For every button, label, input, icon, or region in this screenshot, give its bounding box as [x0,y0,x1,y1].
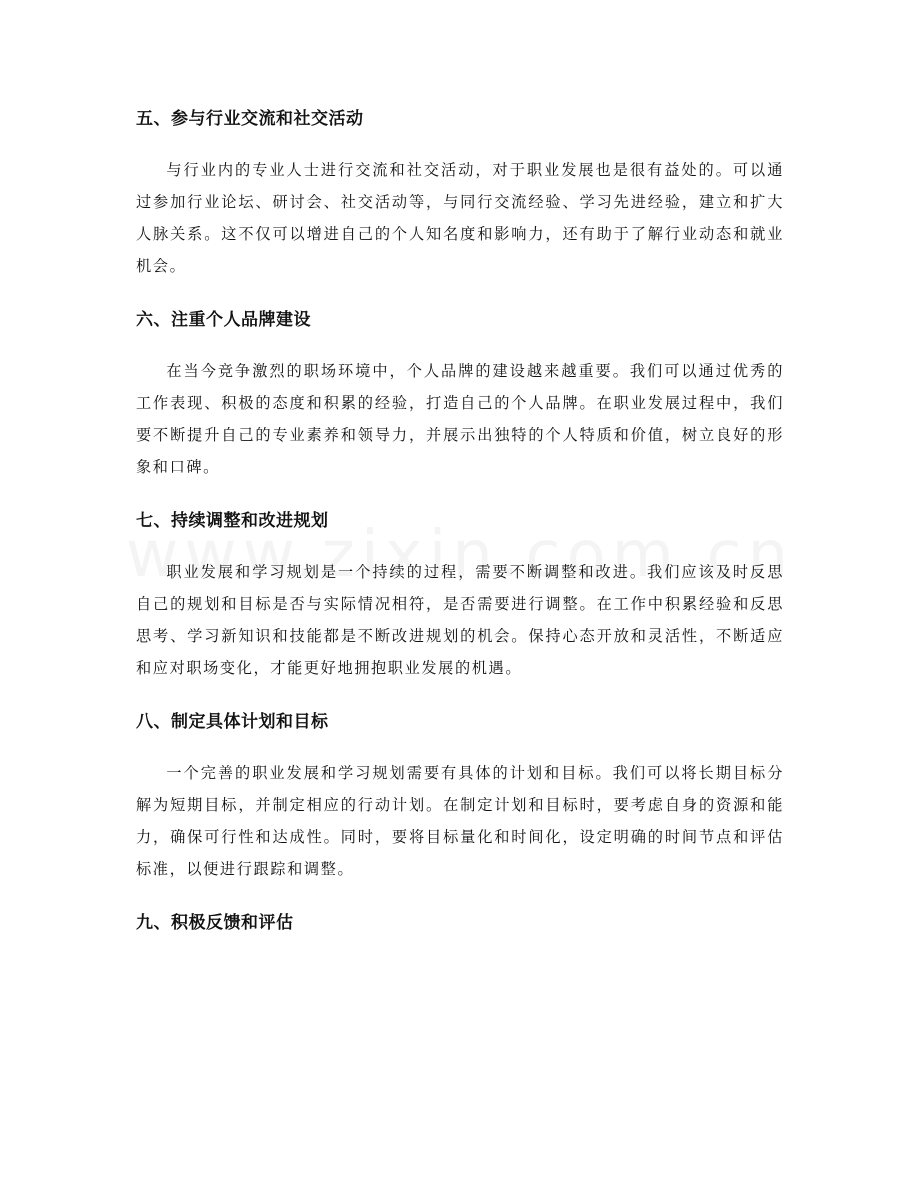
section-heading: 八、制定具体计划和目标 [136,712,329,732]
section-heading: 九、积极反馈和评估 [136,913,294,933]
section-paragraph: 在当今竞争激烈的职场环境中，个人品牌的建设越来越重要。我们可以通过优秀的工作表现、积极的态度和积累的经验，打造自己的个人品牌。在职业发展过程中，我们要不断提升自己的专业素养和领导力，并展示出独特的个人特质和价值，树立良好的形象和口碑。 [136,362,784,476]
section-9 [136,908,784,938]
section-7 [136,506,784,684]
section-paragraph: 职业发展和学习规划是一个持续的过程，需要不断调整和改进。我们应该及时反思自己的规划和目标是否与实际情况相符，是否需要进行调整。在工作中积累经验和反思思考、学习新知识和技能都是不断改进规划的机会。保持心态开放和灵活性，不断适应和应对职场变化，才能更好地拥抱职业发展的机遇。 [136,563,784,677]
section-5 [136,104,784,282]
document-body [136,104,784,958]
section-paragraph: 与行业内的专业人士进行交流和社交活动，对于职业发展也是很有益处的。可以通过参加行业论坛、研讨会、社交活动等，与同行交流经验、学习先进经验，建立和扩大人脉关系。这不仅可以增进自己的个人知名度和影响力，还有助于了解行业动态和就业机会。 [136,161,784,275]
section-8 [136,707,784,885]
section-6 [136,305,784,483]
section-heading: 五、参与行业交流和社交活动 [136,109,364,129]
section-paragraph: 一个完善的职业发展和学习规划需要有具体的计划和目标。我们可以将长期目标分解为短期目标，并制定相应的行动计划。在制定计划和目标时，要考虑自身的资源和能力，确保可行性和达成性。同时，要将目标量化和时间化，设定明确的时间节点和评估标准，以便进行跟踪和调整。 [136,764,784,878]
section-heading: 七、持续调整和改进规划 [136,511,329,531]
section-heading: 六、注重个人品牌建设 [136,310,311,330]
